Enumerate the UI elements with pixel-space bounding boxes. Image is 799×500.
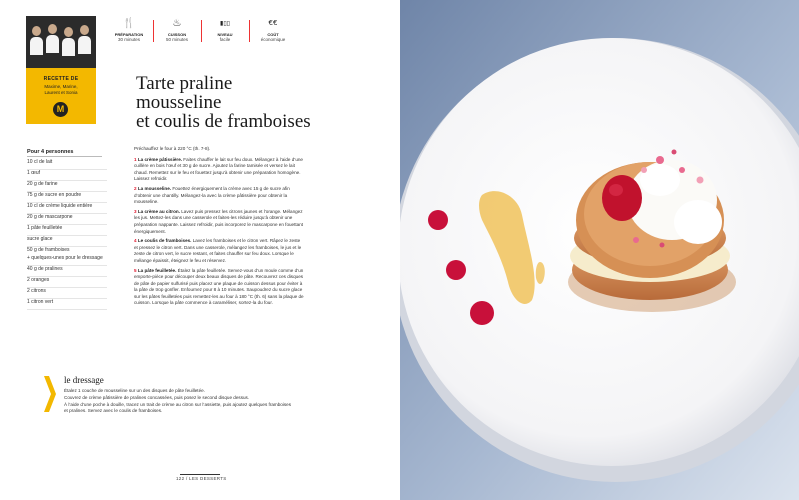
dressage-line: À l’aide d’une poche à douille, tracez un trait de crème au citron sur l’assiette, puis ajoutez quelques framboises — [64, 401, 292, 407]
step-number: 2 — [134, 185, 137, 191]
method-text — [134, 146, 304, 310]
level-icon: ▮▯▯ — [220, 20, 230, 27]
ingredient-item: 10 cl de crème liquide entière — [27, 203, 107, 214]
dressage-line: et pralines. Servez avec le coulis de framboises. — [64, 408, 163, 414]
info-divider — [249, 20, 250, 42]
ingredients-rule — [27, 156, 102, 157]
masterchef-logo: M — [53, 102, 68, 117]
page-footer: 122 / LES DESSERTS — [176, 476, 227, 481]
step-number: 1 — [134, 156, 137, 162]
step-text: Étalez la pâte feuilletée. Servez-vous d’un moule comme d’un emporte-pièce pour découper deux beaux disques de pâte. Recouvrez ces disques de pâte de papier sulfurisé puis placez une plaque de cuisson dessus pour éviter à la pâte de trop gonfler. Enfournez pour 8 à 10 minutes. Saupoudrez du sucre glace sur les pâtes feuilletées puis remettez-les au four à 180 °C (th. 6) sans la plaque de cuisson. Lorsque la pâte commence à caraméliser, sortez-la du four. — [134, 267, 304, 306]
ingredient-item: 1 citron vert — [27, 299, 107, 310]
info-value: facile — [219, 37, 231, 42]
cost-icon: €€ — [268, 19, 278, 27]
info-divider — [153, 20, 154, 42]
step-name: La pâte feuilletée. — [137, 267, 177, 273]
info-label: COÛT — [267, 32, 279, 37]
method-step — [134, 238, 304, 264]
method-step — [134, 157, 304, 183]
ingredient-item: 50 g de framboises — [27, 247, 70, 253]
method-intro: Préchauffez le four à 220 °C (th. 7-8). — [134, 146, 211, 151]
step-name: La mousseline. — [137, 185, 172, 191]
dressage-title: le dressage — [64, 375, 104, 385]
footer-rule — [180, 474, 220, 475]
ingredient-item: 1 pâte feuilletée — [27, 225, 107, 236]
info-value: 30 minutes — [117, 37, 140, 42]
recipe-title — [136, 74, 336, 131]
badge-title: RECETTE DE — [43, 76, 79, 82]
step-text: Fouettez énergiquement la crème avec 15 g de sucre afin d’obtenir une chantilly. Mélangez-la avec la crème pâtissière pour obtenir la mousseline. — [134, 185, 290, 205]
ingredient-item: 20 g de farine — [27, 181, 107, 192]
badge-name-line: Laurent et Sonia — [44, 90, 78, 95]
method-step — [134, 268, 304, 308]
ingredient-item: 75 g de sucre en poudre — [27, 192, 107, 203]
info-cout — [252, 18, 294, 42]
ingredient-item: 2 citrons — [27, 288, 107, 299]
ingredient-item: 10 cl de lait — [27, 159, 107, 170]
step-text: Faites chauffer le lait sur feu doux. Mélangez à l’aide d’une cuillère en bois l’œuf et 30 g de sucre. Ajoutez la farine tamisée et versez le lait chaud. Remettez sur le feu et fouettez jusqu’à obtenir une préparation homogène. Laissez refroidir. — [134, 156, 303, 182]
info-preparation — [108, 18, 150, 42]
info-divider — [201, 20, 202, 42]
info-niveau — [204, 18, 246, 42]
chefs-photo — [26, 16, 96, 68]
info-label: NIVEAU — [217, 32, 233, 37]
dressage-text — [64, 388, 364, 415]
info-value: 50 minutes — [165, 37, 188, 42]
dressage-line: Couvrez de crème pâtissière de pralines concassées, puis posez le second disque dessus. — [64, 394, 250, 400]
ingredient-item: + quelques-unes pour le dressage — [27, 255, 107, 266]
step-number: 3 — [134, 208, 137, 214]
title-line: mousseline — [136, 92, 222, 113]
step-text: Lavez puis pressez les citrons jaunes et l’orange. Mélangez les jus. Mettez-les dans une casserole et faites-les réduire jusqu’à obtenir une préparation nappante. Laissez refroidir, puis incorporez le mascarpone en fouettant énergiquement. — [134, 208, 304, 234]
badge-names — [28, 84, 94, 96]
title-line: Tarte praline — [136, 73, 233, 94]
chef-badge — [26, 16, 96, 126]
info-value: économique — [260, 37, 286, 42]
ingredients-list — [27, 159, 107, 310]
ingredient-item: 40 g de pralines — [27, 266, 107, 277]
method-step — [134, 209, 304, 235]
step-text: Lavez les framboises et le citron vert. Râpez le zeste et pressez le citron vert. Dans une casserole, mélangez les framboises, le jus et le zeste de citron vert, le sucre restant, et faites chauffer sur feu doux. Lorsque le mélange épaissit, éteignez le feu et réservez. — [134, 238, 302, 263]
step-number: 5 — [134, 267, 137, 273]
step-name: La crème au citron. — [137, 208, 180, 214]
ingredient-item: 1 œuf — [27, 170, 107, 181]
chevron-right-icon — [44, 376, 56, 412]
info-cuisson — [156, 18, 198, 42]
ingredients-heading: Pour 4 personnes — [27, 149, 74, 155]
tart-photo-illustration — [400, 0, 799, 500]
step-name: La crème pâtissière. — [137, 156, 183, 162]
info-label: CUISSON — [167, 32, 187, 37]
dressage-line: Étalez 1 couche de mousseline sur un des disques de pâte feuilletée. — [64, 388, 205, 393]
dessert-photo — [400, 0, 799, 500]
pot-icon: ♨ — [172, 18, 182, 29]
title-line: et coulis de framboises — [136, 111, 311, 132]
info-label: PRÉPARATION — [114, 32, 144, 37]
method-step — [134, 186, 304, 206]
recipe-info-strip — [108, 18, 308, 48]
ingredient-item: 20 g de mascarpone — [27, 214, 107, 225]
step-name: Le coulis de framboises. — [137, 238, 192, 244]
knife-fork-icon: 🍴 — [122, 18, 136, 29]
badge-name-line: Maxime, Marine, — [44, 84, 78, 89]
ingredient-item: sucre glace — [27, 236, 107, 247]
ingredient-item: 2 oranges — [27, 277, 107, 288]
step-number: 4 — [134, 238, 137, 244]
